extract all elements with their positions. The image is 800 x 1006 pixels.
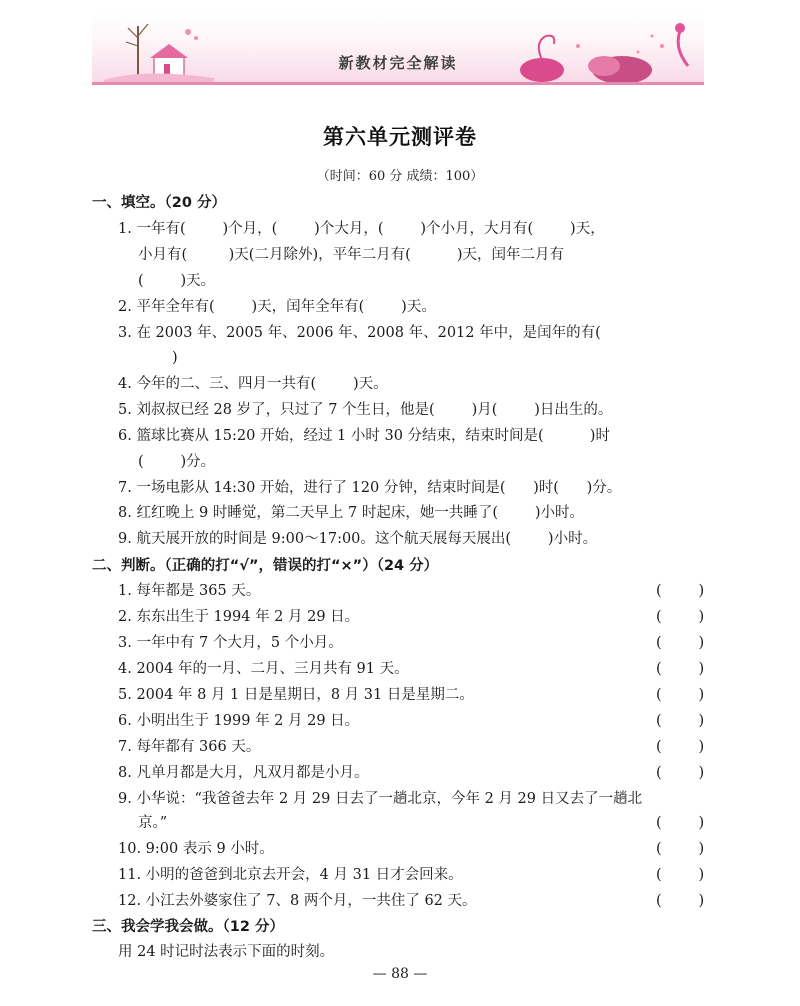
section1-line: 8. 红红晚上 9 时睡觉，第二天早上 7 时起床，她一共睡了( )小时。 — [118, 505, 585, 521]
judge-item: 7. 每年都有 366 天。 — [118, 739, 261, 755]
section1-line: 6. 篮球比赛从 15:20 开始，经过 1 小时 30 分结束，结束时间是( )时 — [118, 428, 610, 444]
section1-line: ) — [172, 350, 178, 366]
section1-line: ( )分。 — [138, 454, 216, 470]
answer-parentheses: ( ) — [656, 867, 705, 883]
section1-line: 小月有( )天(二月除外)，平年二月有( )天，闰年二月有 — [138, 247, 565, 263]
answer-parentheses: ( ) — [656, 583, 705, 599]
judge-item: 5. 2004 年 8 月 1 日是星期日，8 月 31 日是星期二。 — [118, 687, 474, 703]
judge-item: 8. 凡单月都是大月，凡双月都是小月。 — [118, 765, 369, 781]
answer-parentheses: ( ) — [656, 713, 705, 729]
judge-item: 10. 9:00 表示 9 小时。 — [118, 841, 274, 857]
answer-parentheses: ( ) — [656, 687, 705, 703]
judge-item: 6. 小明出生于 1999 年 2 月 29 日。 — [118, 713, 360, 729]
page-subtitle: （时间：60 分 成绩：100） — [316, 169, 484, 184]
section1-line: 7. 一场电影从 14:30 开始，进行了 120 分钟，结束时间是( )时( )分。 — [118, 480, 622, 496]
section1-line: 4. 今年的二、三、四月一共有( )天。 — [118, 376, 388, 392]
section1-line: ( )天。 — [138, 273, 216, 289]
section1-line: 1. 一年有( )个月，( )个大月，( )个小月，大月有( )天， — [118, 221, 605, 237]
section1-line: 5. 刘叔叔已经 28 岁了，只过了 7 个生日，他是( )月( )日出生的。 — [118, 402, 613, 418]
judge-item: 1. 每年都是 365 天。 — [118, 583, 261, 599]
judge-item-continued: 京。” — [138, 815, 168, 831]
answer-parentheses: ( ) — [656, 893, 705, 909]
answer-parentheses: ( ) — [656, 739, 705, 755]
banner-title: 新教材完全解读 — [338, 54, 458, 72]
answer-parentheses: ( ) — [656, 661, 705, 677]
judge-item: 3. 一年中有 7 个大月，5 个小月。 — [118, 635, 343, 651]
page-title: 第六单元测评卷 — [323, 124, 477, 149]
section2-heading: 二、判断。（正确的打“√”，错误的打“×”）（24 分） — [92, 558, 439, 574]
answer-parentheses: ( ) — [656, 609, 705, 625]
section3-heading: 三、我会学我会做。（12 分） — [92, 919, 284, 935]
judge-item: 12. 小江去外婆家住了 7、8 两个月，一共住了 62 天。 — [118, 893, 477, 909]
answer-parentheses: ( ) — [656, 635, 705, 651]
section3-intro: 用 24 时记时法表示下面的时刻。 — [118, 944, 335, 960]
judge-item: 2. 东东出生于 1994 年 2 月 29 日。 — [118, 609, 360, 625]
judge-item: 4. 2004 年的一月、二月、三月共有 91 天。 — [118, 661, 409, 677]
judge-item: 9. 小华说：“我爸爸去年 2 月 29 日去了一趟北京，今年 2 月 29 日又去了一趟北 — [118, 791, 643, 807]
answer-parentheses: ( ) — [656, 765, 705, 781]
header-banner — [92, 14, 704, 85]
judge-item: 11. 小明的爸爸到北京去开会，4 月 31 日才会回来。 — [118, 867, 463, 883]
section1-heading: 一、填空。（20 分） — [92, 195, 226, 211]
section1-line: 2. 平年全年有( )天，闰年全年有( )天。 — [118, 299, 436, 315]
answer-parentheses: ( ) — [656, 841, 705, 857]
answer-parentheses: ( ) — [656, 815, 705, 831]
page-number: — 88 — — [372, 966, 428, 982]
section1-line: 3. 在 2003 年、2005 年、2006 年、2008 年、2012 年中，是闰年的有( — [118, 325, 601, 341]
section1-line: 9. 航天展开放的时间是 9:00～17:00。这个航天展每天展出( )小时。 — [118, 531, 598, 547]
